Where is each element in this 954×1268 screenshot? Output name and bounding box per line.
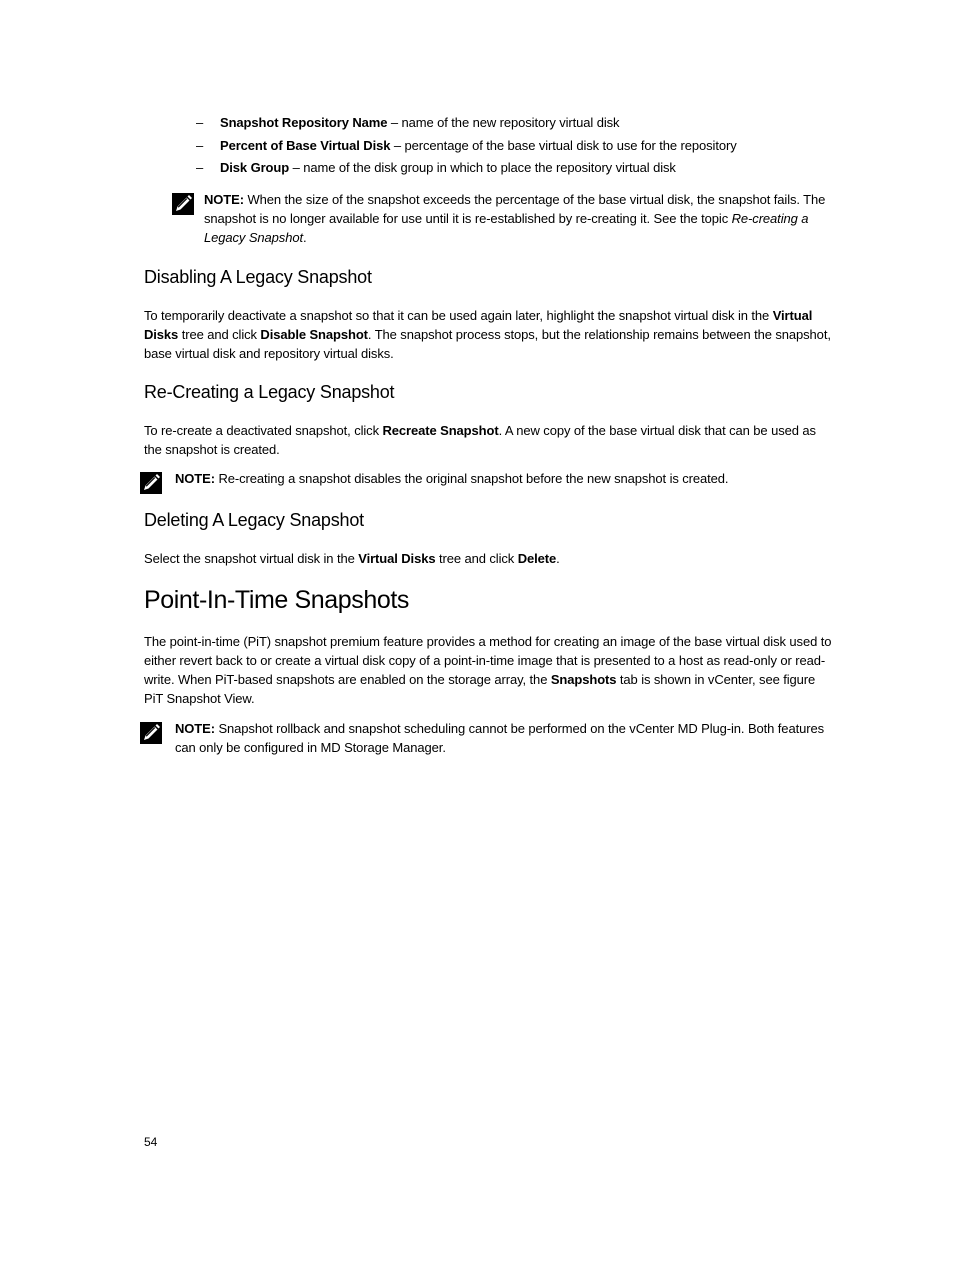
list-desc: – percentage of the base virtual disk to use for the repository — [390, 137, 737, 153]
text-run: To re-create a deactivated snapshot, click — [144, 423, 383, 438]
list-item — [196, 113, 856, 136]
text-run: . The snapshot process stops, but the relationship remains between the snapshot, base virtual disk and repository virtual disks. — [144, 327, 831, 361]
note-rollback-scheduling — [175, 719, 840, 757]
text-run: tree and click — [178, 327, 261, 342]
ui-term-virtual-disks: Virtual Disks — [144, 308, 813, 342]
heading-disabling-legacy-snapshot: Disabling A Legacy Snapshot — [144, 267, 372, 287]
ui-term-virtual-disks: Virtual Disks — [358, 551, 436, 566]
paragraph-disabling — [144, 306, 836, 363]
text-run: tree and click — [435, 551, 518, 566]
repository-options-list — [196, 113, 856, 181]
note-pencil-icon — [172, 193, 194, 215]
heading-point-in-time-snapshots: Point-In-Time Snapshots — [144, 586, 409, 614]
note-text: When the size of the snapshot exceeds the percentage of the base virtual disk, the snapshot fails. The snapshot is no longer available for use until it is re-established by re-creating it. See the topic — [204, 192, 826, 226]
list-dash: – — [196, 160, 204, 175]
heading-deleting-legacy-snapshot: Deleting A Legacy Snapshot — [144, 510, 364, 530]
list-term: Snapshot Repository Name — [220, 115, 388, 130]
list-term: Percent of Base Virtual Disk — [220, 137, 391, 153]
text-run: . A new copy of the base virtual disk that can be used as the snapshot is created. — [144, 423, 816, 457]
list-desc: – name of the disk group in which to place the repository virtual disk — [289, 160, 676, 175]
note-text: Re-creating a snapshot disables the original snapshot before the new snapshot is created. — [214, 471, 729, 486]
list-item — [196, 136, 856, 159]
note-text: Snapshot rollback and snapshot scheduling cannot be performed on the vCenter MD Plug-in. Both features can only be configured in MD Storage Manager. — [175, 721, 824, 755]
note-snapshot-size — [204, 190, 839, 247]
text-run: . — [556, 551, 560, 566]
paragraph-recreating — [144, 421, 836, 459]
list-item — [196, 158, 856, 181]
list-dash: – — [196, 115, 204, 130]
ui-term-snapshots-tab: Snapshots — [550, 672, 617, 687]
text-run: To temporarily deactivate a snapshot so that it can be used again later, highlight the snapshot virtual disk in the — [144, 308, 773, 323]
page-number: 54 — [144, 1135, 158, 1149]
list-dash: – — [196, 137, 204, 153]
note-label: NOTE: — [204, 192, 244, 207]
note-end: . — [302, 230, 307, 245]
ui-term-disable-snapshot: Disable Snapshot — [260, 327, 368, 342]
note-pencil-icon — [140, 722, 162, 744]
note-label: NOTE: — [175, 721, 215, 736]
note-label: NOTE: — [175, 471, 215, 486]
list-term: Disk Group — [220, 160, 290, 175]
note-pencil-icon — [140, 472, 162, 494]
text-run: tab is shown in vCenter, see figure PiT Snapshot View. — [144, 672, 816, 706]
paragraph-pit — [144, 632, 836, 708]
note-recreating — [175, 469, 840, 488]
paragraph-deleting — [144, 549, 836, 568]
heading-recreating-legacy-snapshot: Re-Creating a Legacy Snapshot — [144, 382, 395, 402]
text-run: The point-in-time (PiT) snapshot premium feature provides a method for creating an image of the base virtual disk used to either revert back to or create a virtual disk copy of a point-in-time image that is presented to a host as read-only or read-write. When PiT-based snapshots are enabled on the storage array, the — [144, 634, 832, 687]
list-desc: – name of the new repository virtual disk — [387, 115, 620, 130]
topic-reference: Re-creating a Legacy Snapshot — [204, 211, 809, 245]
ui-term-recreate-snapshot: Recreate Snapshot — [382, 423, 499, 438]
ui-term-delete: Delete — [517, 551, 557, 566]
text-run: Select the snapshot virtual disk in the — [144, 551, 359, 566]
